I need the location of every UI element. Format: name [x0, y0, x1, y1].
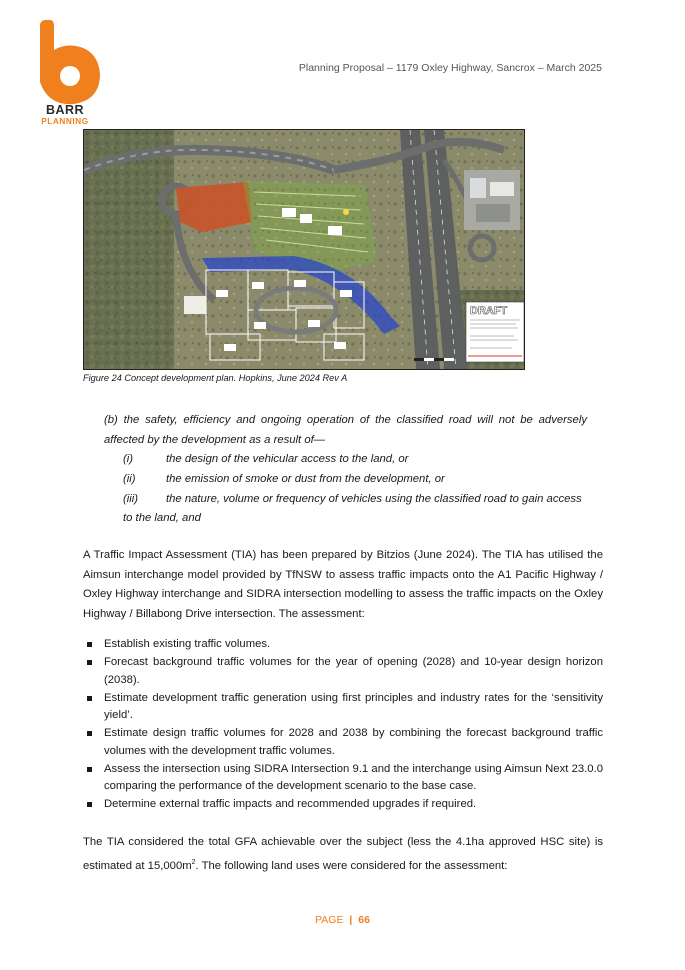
- clause-item-text: the design of the vehicular access to the land, or: [166, 453, 409, 465]
- clause-item-num: (iii): [123, 493, 139, 505]
- list-item: Determine external traffic impacts and recommended upgrades if required.: [83, 796, 603, 814]
- bullet-square-icon: [87, 767, 92, 772]
- assessment-bullet-list: [83, 636, 603, 814]
- list-item: Estimate development traffic generation using first principles and industry rates for the ‘sensitivity yield’.: [83, 690, 603, 725]
- page-footer: [0, 914, 685, 926]
- aerial-map-image: [84, 130, 524, 369]
- list-item: Estimate design traffic volumes for 2028 and 2038 by combining the forecast background traffic volumes with the development traffic volumes.: [83, 725, 603, 760]
- page-separator: |: [349, 914, 353, 926]
- bullet-square-icon: [87, 696, 92, 701]
- page-label: PAGE: [315, 914, 344, 926]
- bullet-square-icon: [87, 731, 92, 736]
- page-number: 66: [358, 914, 370, 926]
- logo-word-planning: PLANNING: [41, 116, 89, 126]
- bullet-square-icon: [87, 802, 92, 807]
- list-item: Forecast background traffic volumes for the year of opening (2028) and 10-year design horizon (2038).: [83, 654, 603, 689]
- gfa-paragraph: The TIA considered the total GFA achievable over the subject (less the 4.1ha approved HSC site) is estimated at $15,000m^2$. The following land uses were considered for the assessment:: [83, 836, 603, 872]
- draft-stamp: DRAFT: [470, 305, 508, 317]
- clause-b: (b) the safety, efficiency and ongoing operation of the classified road will not be adversely affected by the development as a result of—: [104, 414, 587, 446]
- clause-item-text: the nature, volume or frequency of vehicles using the classified road to gain access: [166, 493, 582, 505]
- concept-plan-figure: [83, 129, 525, 370]
- logo-wordmark: [36, 104, 94, 126]
- clause-item-text: the emission of smoke or dust from the development, or: [166, 473, 445, 485]
- clause-item-num: (ii): [123, 473, 136, 485]
- running-header: Planning Proposal – 1179 Oxley Highway, Sancrox – March 2025: [298, 62, 602, 74]
- bullet-square-icon: [87, 660, 92, 665]
- list-item: Establish existing traffic volumes.: [83, 636, 603, 654]
- tia-paragraph: A Traffic Impact Assessment (TIA) has been prepared by Bitzios (June 2024). The TIA has utilised the Aimsun interchange model provided by TfNSW to assess traffic impacts onto the A1 Pacific Highway / Oxley Highway interchange and SIDRA intersection modelling to assess the traffic impacts on the Oxley Highway / Billabong Drive intersection. The assessment:: [83, 549, 603, 620]
- clause-item-num: (i): [123, 453, 134, 465]
- logo-word-barr: BARR: [45, 103, 85, 117]
- bullet-square-icon: [87, 642, 92, 647]
- list-item: Assess the intersection using SIDRA Intersection 9.1 and the interchange using Aimsun Next 23.0.0 comparing the performance of the development scenario to the base case.: [83, 761, 603, 796]
- figure-caption: Figure 24 Concept development plan. Hopkins, June 2024 Rev A: [83, 373, 348, 383]
- clause-continuation: to the land, and: [123, 512, 201, 524]
